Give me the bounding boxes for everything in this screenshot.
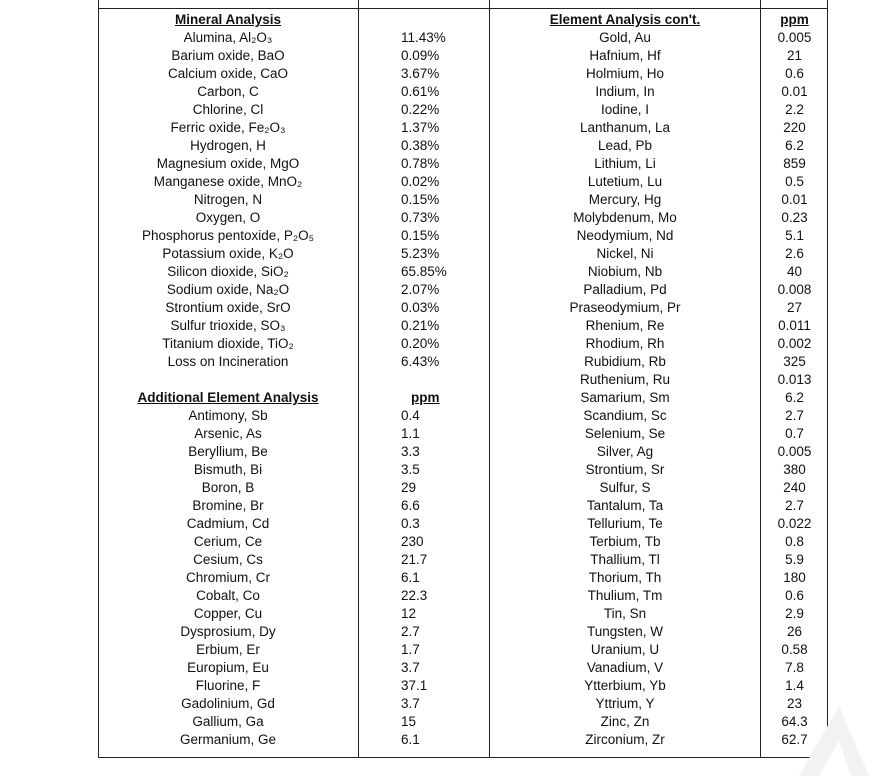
element-name-cell: Selenium, Se — [584, 426, 666, 441]
element-name-cell: Nickel, Ni — [596, 246, 654, 261]
element-value-cell: 7.8 — [785, 660, 804, 675]
mineral-name-cell: Ferric oxide, Fe₂O₃ — [170, 120, 286, 135]
mineral-value-cell: 0.61% — [401, 84, 440, 99]
mineral-analysis-header: Mineral Analysis — [174, 12, 282, 27]
element-value-cell: 12 — [401, 606, 417, 621]
element-name-cell: Lead, Pb — [597, 138, 653, 153]
mineral-name-cell: Sulfur trioxide, SO₃ — [170, 318, 286, 333]
mineral-value-cell: 0.09% — [401, 48, 440, 63]
element-value-cell: 37.1 — [401, 678, 428, 693]
mineral-value-cell: 0.73% — [401, 210, 440, 225]
element-value-cell: 0.005 — [777, 444, 812, 459]
element-name-cell: Terbium, Tb — [589, 534, 661, 549]
spacer-row — [359, 371, 489, 389]
element-name-cell: Iodine, I — [600, 102, 650, 117]
mineral-name-cell: Barium oxide, BaO — [171, 48, 285, 63]
element-value-cell: 2.6 — [785, 246, 804, 261]
ppm-header: ppm — [780, 12, 809, 27]
mineral-value-cell: 0.02% — [401, 174, 440, 189]
element-name-cell: Antimony, Sb — [188, 408, 268, 423]
table-border-bottom — [98, 757, 828, 758]
element-name-cell: Cobalt, Co — [196, 588, 260, 603]
mineral-value-cell: 0.15% — [401, 192, 440, 207]
additional-names-list — [98, 407, 358, 749]
element-value-cell: 2.7 — [401, 624, 420, 639]
element-value-cell: 0.6 — [785, 66, 804, 81]
element-name-cell: Cadmium, Cd — [186, 516, 270, 531]
element-name-cell: Chromium, Cr — [185, 570, 270, 585]
element-name-cell: Lithium, Li — [594, 156, 656, 171]
mineral-name-cell: Calcium oxide, CaO — [167, 66, 289, 81]
element-value-cell: 3.7 — [401, 660, 420, 675]
values-column-right — [761, 11, 828, 749]
element-name-cell: Europium, Eu — [187, 660, 269, 675]
mineral-name-cell: Potassium oxide, K₂O — [162, 246, 294, 261]
mineral-name-cell: Carbon, C — [197, 84, 259, 99]
mineral-value-cell: 5.23% — [401, 246, 440, 261]
element-name-cell: Hafnium, Hf — [589, 48, 661, 63]
element-value-cell: 325 — [783, 354, 806, 369]
element-value-cell: 0.4 — [401, 408, 420, 423]
mineral-values-list — [359, 29, 489, 371]
mineral-name-cell: Chlorine, Cl — [192, 102, 264, 117]
element-name-cell: Copper, Cu — [193, 606, 263, 621]
mineral-names-list — [98, 29, 358, 371]
analysis-table — [98, 0, 828, 758]
element-value-cell: 29 — [401, 480, 417, 495]
mineral-value-cell: 11.43% — [401, 30, 446, 45]
element-name-cell: Rhodium, Rh — [585, 336, 665, 351]
element-name-cell: Thorium, Th — [588, 570, 662, 585]
watermark-logo — [769, 696, 869, 776]
element-name-cell: Samarium, Sm — [580, 390, 670, 405]
mineral-name-cell: Titanium dioxide, TiO₂ — [162, 336, 294, 351]
element-name-cell: Praseodymium, Pr — [569, 300, 681, 315]
element-name-cell: Tungsten, W — [586, 624, 664, 639]
mineral-value-cell: 0.38% — [401, 138, 440, 153]
element-value-cell: 230 — [401, 534, 424, 549]
element-name-cell: Neodymium, Nd — [576, 228, 674, 243]
names-column-left — [98, 11, 358, 749]
element-name-cell: Uranium, U — [590, 642, 660, 657]
element-name-cell: Cesium, Cs — [193, 552, 263, 567]
element-name-cell: Niobium, Nb — [587, 264, 663, 279]
table-top-rule — [98, 8, 828, 9]
mineral-value-cell: 0.21% — [401, 318, 440, 333]
element-name-cell: Boron, B — [201, 480, 255, 495]
additional-analysis-header: Additional Element Analysis — [137, 390, 319, 405]
element-value-cell: 2.7 — [785, 498, 804, 513]
element-value-cell: 5.1 — [785, 228, 804, 243]
values-column-left — [359, 11, 489, 749]
element-value-cell: 220 — [783, 120, 806, 135]
element-value-cell: 2.7 — [785, 408, 804, 423]
element-value-cell: 3.7 — [401, 696, 420, 711]
element-name-cell: Zirconium, Zr — [585, 732, 665, 747]
element-name-cell: Beryllium, Be — [188, 444, 268, 459]
element-name-cell: Tellurium, Te — [587, 516, 663, 531]
element-value-cell: 0.022 — [777, 516, 812, 531]
element-value-cell: 0.01 — [781, 192, 808, 207]
element-value-cell: 0.008 — [777, 282, 812, 297]
mineral-name-cell: Phosphorus pentoxide, P₂O₅ — [141, 228, 315, 243]
element-value-cell: 21.7 — [401, 552, 428, 567]
mineral-value-cell: 0.03% — [401, 300, 440, 315]
element-name-cell: Sulfur, S — [599, 480, 651, 495]
element-name-cell: Thallium, Tl — [590, 552, 660, 567]
element-value-cell: 64.3 — [781, 714, 808, 729]
element-value-cell: 6.6 — [401, 498, 420, 513]
element-value-cell: 3.3 — [401, 444, 420, 459]
element-name-cell: Bismuth, Bi — [193, 462, 263, 477]
element-value-cell: 0.011 — [778, 318, 811, 333]
element-name-cell: Tantalum, Ta — [586, 498, 664, 513]
element-name-cell: Tin, Sn — [603, 606, 647, 621]
element-value-cell: 859 — [783, 156, 806, 171]
element-name-cell: Germanium, Ge — [179, 732, 277, 747]
element-name-cell: Indium, In — [595, 84, 655, 99]
element-name-cell: Ruthenium, Ru — [579, 372, 671, 387]
element-name-cell: Lanthanum, La — [579, 120, 671, 135]
element-name-cell: Holmium, Ho — [585, 66, 664, 81]
element-value-cell: 62.7 — [781, 732, 808, 747]
mineral-name-cell: Hydrogen, H — [190, 138, 266, 153]
element-name-cell: Palladium, Pd — [583, 282, 667, 297]
element-value-cell: 0.005 — [777, 30, 812, 45]
additional-values-list — [359, 407, 489, 749]
mineral-value-cell: 2.07% — [401, 282, 440, 297]
element-name-cell: Strontium, Sr — [585, 462, 665, 477]
element-name-cell: Silver, Ag — [596, 444, 654, 459]
element-value-cell: 22.3 — [401, 588, 428, 603]
mineral-value-cell: 0.78% — [401, 156, 440, 171]
element-value-cell: 15 — [401, 714, 417, 729]
element-value-cell: 0.8 — [785, 534, 804, 549]
continued-names-list — [490, 29, 760, 749]
element-value-cell: 5.9 — [785, 552, 804, 567]
spacer-row — [359, 11, 489, 29]
mineral-name-cell: Nitrogen, N — [193, 192, 263, 207]
element-value-cell: 6.1 — [401, 732, 420, 747]
mineral-value-cell: 1.37% — [401, 120, 440, 135]
element-value-cell: 0.3 — [401, 516, 420, 531]
element-name-cell: Gadolinium, Gd — [181, 696, 275, 711]
ppm-header: ppm — [411, 390, 440, 405]
element-name-cell: Yttrium, Y — [595, 696, 655, 711]
element-name-cell: Fluorine, F — [195, 678, 261, 693]
continued-values-list — [761, 29, 828, 749]
element-name-cell: Zinc, Zn — [600, 714, 650, 729]
element-name-cell: Dysprosium, Dy — [180, 624, 276, 639]
element-value-cell: 0.01 — [781, 84, 808, 99]
mineral-name-cell: Silicon dioxide, SiO₂ — [167, 264, 289, 279]
names-column-right — [490, 11, 760, 749]
element-value-cell: 2.2 — [785, 102, 804, 117]
element-value-cell: 0.7 — [785, 426, 804, 441]
mineral-name-cell: Oxygen, O — [195, 210, 261, 225]
mineral-value-cell: 6.43% — [401, 354, 440, 369]
element-value-cell: 40 — [786, 264, 803, 279]
element-value-cell: 180 — [783, 570, 806, 585]
element-value-cell: 26 — [786, 624, 803, 639]
mineral-name-cell: Magnesium oxide, MgO — [156, 156, 300, 171]
element-value-cell: 3.5 — [401, 462, 420, 477]
element-value-cell: 240 — [783, 480, 806, 495]
element-name-cell: Molybdenum, Mo — [573, 210, 677, 225]
element-value-cell: 6.1 — [401, 570, 420, 585]
element-value-cell: 6.2 — [785, 390, 804, 405]
element-name-cell: Scandium, Sc — [583, 408, 667, 423]
mineral-name-cell: Manganese oxide, MnO₂ — [153, 174, 303, 189]
element-value-cell: 1.4 — [785, 678, 804, 693]
element-value-cell: 1.7 — [401, 642, 420, 657]
mineral-value-cell: 0.22% — [401, 102, 440, 117]
element-name-cell: Arsenic, As — [194, 426, 262, 441]
element-value-cell: 380 — [783, 462, 806, 477]
element-value-cell: 6.2 — [785, 138, 804, 153]
mineral-name-cell: Alumina, Al₂O₃ — [183, 30, 273, 45]
element-value-cell: 0.5 — [785, 174, 804, 189]
element-continued-header: Element Analysis con't. — [549, 12, 701, 27]
element-name-cell: Ytterbium, Yb — [584, 678, 666, 693]
element-name-cell: Cerium, Ce — [193, 534, 263, 549]
element-name-cell: Rubidium, Rb — [584, 354, 666, 369]
mineral-name-cell: Sodium oxide, Na₂O — [166, 282, 290, 297]
element-value-cell: 0.6 — [785, 588, 804, 603]
element-value-cell: 0.58 — [781, 642, 808, 657]
element-value-cell: 27 — [786, 300, 803, 315]
mineral-name-cell: Loss on Incineration — [167, 354, 289, 369]
element-name-cell: Erbium, Er — [196, 642, 260, 657]
mineral-name-cell: Strontium oxide, SrO — [165, 300, 291, 315]
mineral-value-cell: 0.15% — [401, 228, 440, 243]
element-value-cell: 23 — [786, 696, 803, 711]
mineral-value-cell: 0.20% — [401, 336, 440, 351]
element-value-cell: 2.9 — [785, 606, 804, 621]
element-value-cell: 0.002 — [777, 336, 812, 351]
element-name-cell: Bromine, Br — [192, 498, 264, 513]
element-value-cell: 1.1 — [401, 426, 420, 441]
element-name-cell: Gold, Au — [599, 30, 651, 45]
element-value-cell: 0.23 — [781, 210, 808, 225]
element-name-cell: Gallium, Ga — [192, 714, 264, 729]
element-name-cell: Rhenium, Re — [585, 318, 665, 333]
element-value-cell: 0.013 — [777, 372, 812, 387]
element-name-cell: Vanadium, V — [586, 660, 664, 675]
element-value-cell: 21 — [786, 48, 803, 63]
spacer-row — [98, 371, 358, 389]
element-name-cell: Mercury, Hg — [588, 192, 662, 207]
element-name-cell: Thulium, Tm — [587, 588, 663, 603]
element-name-cell: Lutetium, Lu — [587, 174, 663, 189]
mineral-value-cell: 65.85% — [401, 264, 447, 279]
mineral-value-cell: 3.67% — [401, 66, 440, 81]
